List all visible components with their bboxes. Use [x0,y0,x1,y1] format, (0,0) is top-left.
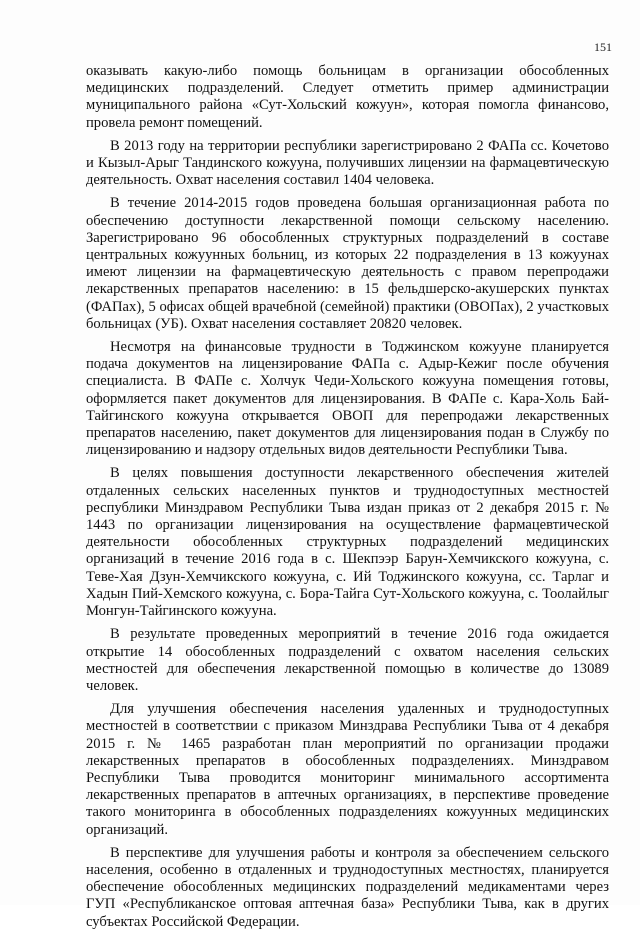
page-number: 151 [594,40,612,54]
paragraph: В 2013 году на территории республики зарегистрировано 2 ФАПа сс. Кочетово и Кызыл-Арыг Тандинского кожууна, получивших лицензии на фармацевтическую деятельность. Охват населения составил 1404 человека. [86,137,609,189]
paragraph: Для улучшения обеспечения населения удаленных и труднодоступных местностей в соответствии с приказом Минздрава Республики Тыва от 4 декабря 2015 г. № 1465 разработан план мероприятий по организации продажи лекарственных препаратов в обособленных подразделениях. Минздравом Республики Тыва проводится мониторинг минимального ассортимента лекарственных препаратов в аптечных организациях, в перспективе проведение такого мониторинга в обособленных подразделениях кожуунных медицинских организаций. [86,701,609,838]
paragraph: В перспективе для улучшения работы и контроля за обеспечением сельского населения, особенно в отдаленных и труднодоступных местностях, планируется обеспечение обособленных медицинских подразделений медикаментами через ГУП «Республиканское оптовая аптечная база» Республики Тыва, как в других субъектах Российской Федерации. [86,844,609,930]
paragraph: Несмотря на финансовые трудности в Тоджинском кожууне планируется подача документов на лицензирование ФАПа с. Адыр-Кежиг после обучения специалиста. В ФАПе с. Холчук Чеди-Хольского кожууна помещения готовы, оформляется пакет документов для лицензирования. В ФАПе с. Кара-Холь Бай-Тайгинского кожууна открывается ОВОП для перепродажи лекарственных препаратов населению, пакет документов для лицензирования подан в Службу по лицензированию и надзору отдельных видов деятельности Республики Тыва. [86,339,609,459]
body-text [86,63,609,937]
paragraph: В результате проведенных мероприятий в течение 2016 года ожидается открытие 14 обособленных подразделений с охватом населения сельских местностей для обеспечения лекарственной помощью в количестве до 13089 человек. [86,626,609,694]
paragraph: оказывать какую-либо помощь больницам в организации обособленных медицинских подразделений. Следует отметить пример администрации муниципального района «Сут-Хольский кожуун», которая помогла финансово, провела ремонт помещений. [86,63,609,131]
paragraph: В течение 2014-2015 годов проведена большая организационная работа по обеспечению доступности лекарственной помощи сельскому населению. Зарегистрировано 96 обособленных структурных подразделений в составе центральных кожуунных больниц, из которых 22 подразделения в 13 кожуунах имеют лицензии на фармацевтическую деятельность с правом перепродажи лекарственных препаратов населению: в 15 фельдшерско-акушерских пунктах (ФАПах), 5 офисах общей врачебной (семейной) практики (ОВОПах), 2 участковых больницах (УБ). Охват населения составляет 20820 человек. [86,195,609,332]
paragraph: В целях повышения доступности лекарственного обеспечения жителей отдаленных сельских населенных пунктов и труднодоступных местностей республики Минздравом Республики Тыва издан приказ от 2 декабря 2015 г. № 1443 по организации лицензирования на осуществление фармацевтической деятельности обособленных структурных подразделений медицинских организаций в течение 2016 года в с. Шекпээр Барун-Хемчикского кожууна, с. Теве-Хая Дзун-Хемчикского кожууна, с. Ий Тоджинского кожууна, сс. Тарлаг и Хадын Пий-Хемского кожууна, с. Бора-Тайга Сут-Хольского кожууна, с. Тоолайлыг Монгун-Тайгинского кожууна. [86,465,609,620]
